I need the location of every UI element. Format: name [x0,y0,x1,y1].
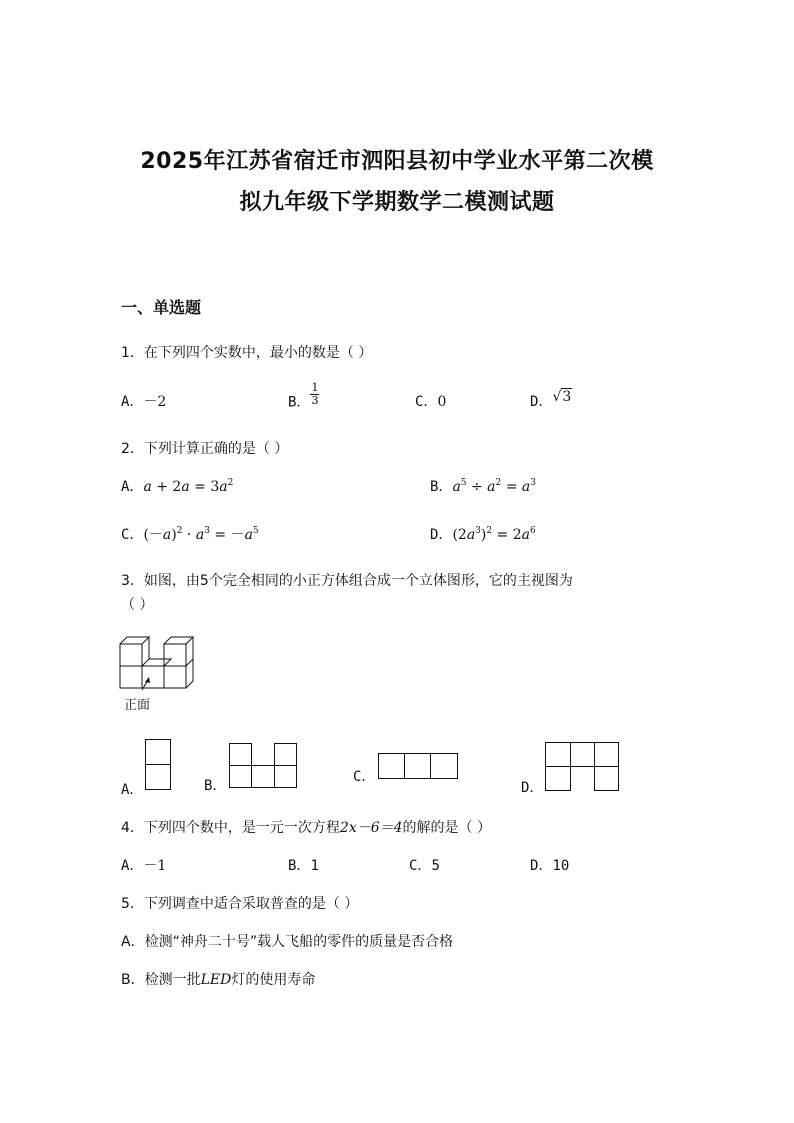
q2-option-d [430,524,536,544]
q2-c-expression: $(-a)^2 \cdot a^3 = -a^5$ [143,526,259,543]
q1-option-b [288,382,319,412]
q3-b-label: B． [204,778,227,794]
section-heading: 一、单选题 [121,298,202,317]
q2-a-expression: $a + 2a = 3a^2$ [143,478,234,495]
q2-d-expression: $(2a^3)^2 = 2a^6$ [452,526,536,543]
q2-b-expression: $a^5 \div a^2 = a^3$ [452,478,536,495]
doc-title-line1: 2025年江苏省宿迁市泗阳县初中学业水平第二次模 [140,149,654,174]
q2-b-label: B． [430,479,453,495]
q3-a-label: A． [121,782,144,798]
q2-c-label: C． [121,527,144,543]
q1-b-denominator: 3 [311,394,319,407]
q1-a-label: A． [121,394,144,410]
q4-option-d [530,855,569,875]
q4-stem-pre: 4．下列四个数中，是一元一次方程 [121,820,340,836]
doc-title-line2: 拟九年级下学期数学二模测试题 [239,190,555,215]
q4-equation: 2x－6＝4 [339,820,403,836]
q1-d-label: D． [530,394,553,410]
q3-front-label: 正面 [124,698,151,713]
q4-c-label: C． [409,858,432,874]
q1-a-value: －2 [143,394,167,410]
q4-d-value: 10 [552,858,570,874]
q4-b-value: 1 [310,858,319,874]
q4-a-label: A． [121,858,144,874]
q4-option-a [121,855,166,875]
q2-a-label: A． [121,479,144,495]
q2-option-a [121,476,233,496]
q1-option-a [121,391,166,411]
q4-stem [121,817,491,837]
q1-b-label: B． [288,394,311,411]
q4-stem-post: 的解的是（ ） [402,820,491,836]
q1-c-label: C． [415,394,438,410]
q1-b-numerator: 1 [311,381,319,394]
q2-option-c [121,524,259,544]
q5-stem: 5．下列调查中适合采取普查的是（ ） [121,896,359,912]
q4-a-value: －1 [143,858,167,874]
q1-stem: 1．在下列四个实数中，最小的数是（ ） [121,345,373,361]
q1-c-value: 0 [437,394,447,410]
q5-option-a: A．检测“神舟二十号”载人飞船的零件的质量是否合格 [121,934,454,950]
q4-c-value: 5 [431,858,440,874]
q3-cube-figure [118,630,208,692]
q2-d-label: D． [430,527,453,543]
q1-option-c [415,391,446,411]
q1-d-radical: √3 [552,389,572,405]
q3-d-label: D． [521,780,544,796]
q3-stem-line2: （ ） [121,597,154,613]
q2-stem: 2．下列计算正确的是（ ） [121,441,289,457]
q3-stem-line1: 3．如图，由5个完全相同的小正方体组合成一个立体图形，它的主视图为 [121,573,573,589]
q4-d-label: D． [530,858,553,874]
q3-c-label: C． [353,769,376,785]
q1-d-radicand: 3 [562,389,572,405]
q2-option-b [430,476,536,496]
q1-b-fraction [310,382,319,407]
q5-b-pre: B．检测一批 [121,972,201,988]
q5-b-post: 灯的使用寿命 [231,972,316,988]
q4-b-label: B． [288,858,311,874]
q5-b-led: LED [200,972,232,988]
q4-option-b [288,855,319,875]
q4-option-c [409,855,440,875]
q1-option-d [530,389,572,411]
q5-option-b [121,969,315,989]
